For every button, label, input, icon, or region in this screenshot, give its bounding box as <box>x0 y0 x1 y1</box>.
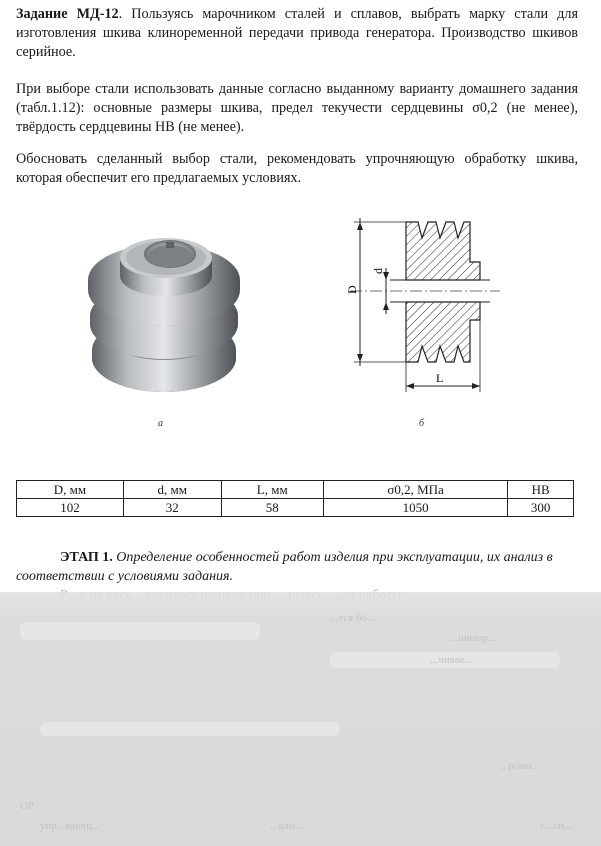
stage-heading <box>16 548 584 586</box>
obscured-fragment: ...чивае... <box>430 654 473 666</box>
header-D: D, мм <box>17 481 124 499</box>
task-paragraph-2: При выборе стали использовать данные согласно выданному варианту домашнего задания (табл.1.12): основные размеры шкива, предел текучести сердцевины σ0,2 (не менее), твёрдость сердцевины HB (не менее). <box>16 81 578 135</box>
stage-title: Определение особенностей работ изделия при эксплуатации, их анализ в соответствии с условиями задания. <box>16 550 553 584</box>
obscured-fragment: ...швапр... <box>450 632 497 644</box>
pulley-drawing <box>330 202 500 402</box>
blur-smudge <box>20 622 260 640</box>
pulley-photo <box>80 210 252 400</box>
cell-L: 58 <box>221 499 323 517</box>
figure-caption-b: б <box>419 418 425 429</box>
header-HB: HB <box>508 481 574 499</box>
cell-yield: 1050 <box>323 499 507 517</box>
figure-caption-a: а <box>158 418 163 429</box>
table-header-row <box>17 481 574 499</box>
task-intro: . Пользуясь марочником сталей и сплавов, выбрать марку стали для изготовления шкива клиноременной передачи привода генератора. Производство шкивов серийное. <box>16 6 578 60</box>
obscured-fragment: ОР <box>20 800 35 812</box>
obscured-fragment: ...али... <box>270 820 303 832</box>
parameters-table <box>16 480 574 517</box>
obscured-fragment: ...тся бо... <box>330 612 376 624</box>
task-statement <box>16 5 578 62</box>
drawing-label-L: L <box>436 371 444 385</box>
blur-smudge <box>40 722 340 736</box>
cell-HB: 300 <box>508 499 574 517</box>
obscured-fragment: ...ромо... <box>500 760 540 772</box>
table-row <box>17 499 574 517</box>
drawing-label-D: D <box>345 285 359 294</box>
task-label: Задание МД-12 <box>16 6 119 22</box>
header-d: d, мм <box>123 481 221 499</box>
obscured-fragment: с...сп... <box>540 820 573 832</box>
obscured-fragment: упр...вающ... <box>40 820 101 832</box>
cell-D: 102 <box>17 499 124 517</box>
drawing-label-d: d <box>371 268 385 274</box>
stage-label: ЭТАП 1. <box>60 550 113 565</box>
cell-d: 32 <box>123 499 221 517</box>
header-yield: σ0,2, МПа <box>323 481 507 499</box>
task-paragraph-3: Обосновать сделанный выбор стали, рекомендовать упрочняющую обработку шкива, которая обеспечит его предлагаемых условиях. <box>16 151 578 186</box>
header-L: L, мм <box>221 481 323 499</box>
blurred-region <box>0 592 601 846</box>
